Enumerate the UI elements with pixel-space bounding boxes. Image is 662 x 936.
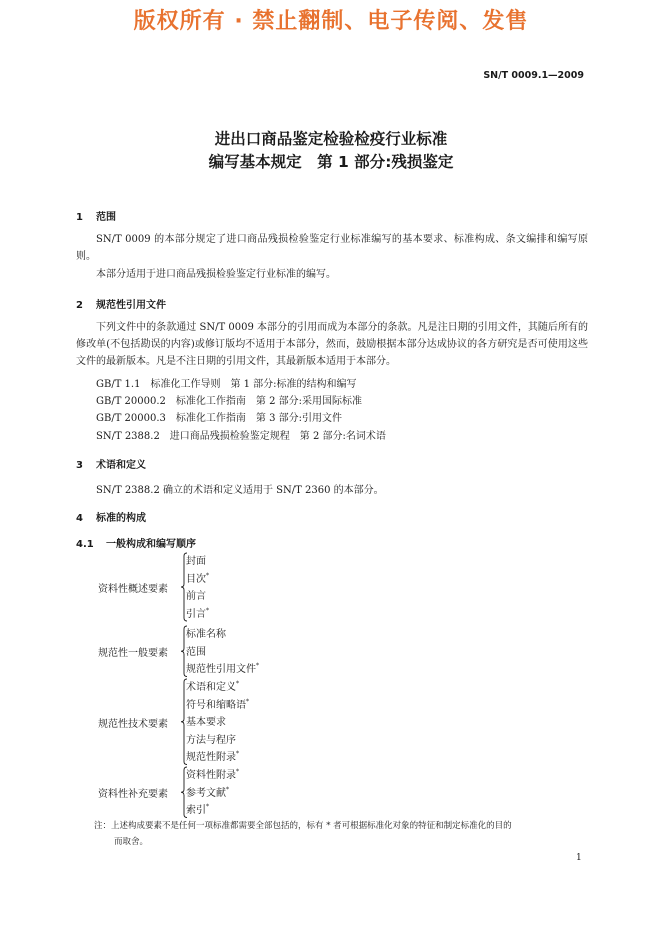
structure-item bbox=[186, 784, 229, 799]
section-number: 1 bbox=[76, 212, 83, 223]
structure-item-label: 基本要求 bbox=[186, 717, 226, 728]
structure-item-label: 索引 bbox=[186, 805, 206, 816]
optional-marker: * bbox=[236, 750, 239, 758]
section-title: 范围 bbox=[96, 212, 116, 223]
structure-group-name: 规范性技术要素 bbox=[98, 718, 168, 730]
subsection-number: 4.1 bbox=[76, 539, 94, 550]
optional-marker: * bbox=[236, 768, 239, 776]
reference-item: SN/T 2388.2 进口商品残损检验鉴定规程 第 2 部分:名词术语 bbox=[96, 431, 386, 442]
note-line-2: 而取舍。 bbox=[114, 837, 149, 847]
structure-item-label: 目次 bbox=[186, 573, 206, 585]
section-4-heading bbox=[76, 509, 146, 524]
structure-item bbox=[186, 748, 239, 763]
structure-item-label: 引言 bbox=[186, 608, 206, 620]
structure-item bbox=[186, 625, 226, 640]
structure-item bbox=[186, 731, 236, 746]
standard-number: SN/T 0009.1—2009 bbox=[483, 70, 584, 81]
structure-item-label: 参考文献 bbox=[186, 787, 226, 799]
structure-item bbox=[186, 696, 249, 711]
page-number: 1 bbox=[576, 853, 582, 863]
structure-item bbox=[186, 713, 226, 728]
section-number: 4 bbox=[76, 513, 83, 524]
section-title: 术语和定义 bbox=[96, 460, 146, 471]
reference-item: GB/T 1.1 标准化工作导则 第 1 部分:标准的结构和编写 bbox=[96, 379, 357, 390]
subsection-title: 一般构成和编写顺序 bbox=[106, 539, 196, 550]
subsection-4-1-heading bbox=[76, 535, 196, 550]
structure-item-label: 规范性引用文件 bbox=[186, 664, 256, 675]
section-1-paragraph-1: SN/T 0009 的本部分规定了进口商品残损检验鉴定行业标准编写的基本要求、标准构成、条文编排和编写原则。 bbox=[76, 234, 588, 262]
structure-item bbox=[186, 678, 239, 693]
structure-item bbox=[186, 801, 209, 816]
reference-item: GB/T 20000.2 标准化工作指南 第 2 部分:采用国际标准 bbox=[96, 396, 362, 407]
structure-group-name: 资料性概述要素 bbox=[98, 584, 168, 595]
structure-item-label: 方法与程序 bbox=[186, 734, 236, 746]
structure-note bbox=[94, 818, 590, 850]
section-3-heading bbox=[76, 456, 146, 471]
section-title: 规范性引用文件 bbox=[96, 300, 166, 311]
structure-item bbox=[186, 605, 209, 620]
reference-item: GB/T 20000.3 标准化工作指南 第 3 部分:引用文件 bbox=[96, 413, 342, 424]
section-number: 3 bbox=[76, 460, 83, 471]
structure-item bbox=[186, 660, 259, 675]
structure-item-label: 范围 bbox=[186, 646, 206, 658]
section-2-heading bbox=[76, 296, 166, 311]
optional-marker: * bbox=[206, 572, 209, 580]
structure-item-label: 封面 bbox=[186, 556, 206, 567]
document-title-line-1: 进出口商品鉴定检验检疫行业标准 bbox=[214, 130, 448, 148]
structure-group-name: 规范性一般要素 bbox=[98, 648, 168, 660]
optional-marker: * bbox=[236, 680, 239, 688]
optional-marker: * bbox=[246, 698, 249, 706]
optional-marker: * bbox=[206, 607, 209, 615]
watermark-banner: 版权所有 · 禁止翻制、电子传阅、发售 bbox=[133, 9, 529, 34]
structure-item-label: 规范性附录 bbox=[186, 752, 236, 763]
structure-item-label: 术语和定义 bbox=[186, 682, 236, 693]
structure-item-label: 资料性附录 bbox=[186, 770, 236, 781]
document-title-line-2: 编写基本规定 第 1 部分:残损鉴定 bbox=[208, 153, 454, 171]
optional-marker: * bbox=[206, 803, 209, 811]
structure-item-label: 前言 bbox=[186, 591, 206, 602]
optional-marker: * bbox=[256, 662, 259, 670]
section-1-heading bbox=[76, 208, 116, 223]
structure-item bbox=[186, 766, 239, 781]
optional-marker: * bbox=[226, 786, 229, 794]
structure-item bbox=[186, 587, 206, 602]
structure-item-label: 符号和缩略语 bbox=[186, 699, 246, 711]
section-1-paragraph-2: 本部分适用于进口商品残损检验鉴定行业标准的编写。 bbox=[96, 269, 336, 280]
structure-item-label: 标准名称 bbox=[186, 629, 226, 640]
note-line-1: 注：上述构成要素不是任何一项标准都需要全部包括的，标有 * 者可根据标准化对象的特征和制定标准化的目的 bbox=[94, 821, 512, 831]
structure-item bbox=[186, 570, 209, 585]
section-title: 标准的构成 bbox=[96, 513, 146, 524]
structure-item bbox=[186, 643, 206, 658]
structure-group-name: 资料性补充要素 bbox=[98, 789, 168, 801]
section-2-paragraph: 下列文件中的条款通过 SN/T 0009 本部分的引用而成为本部分的条款。凡是注日期的引用文件，其随后所有的修改单(不包括勘误的内容)或修订版均不适用于本部分，然而，鼓励根据本部分达成协议的各方研究是否可使用这些文件的最新版本。凡是不注日期的引用文件，其最新版本适用于本部分。 bbox=[76, 322, 588, 367]
structure-item bbox=[186, 552, 206, 567]
section-number: 2 bbox=[76, 300, 83, 311]
section-3-paragraph: SN/T 2388.2 确立的术语和定义适用于 SN/T 2360 的本部分。 bbox=[96, 485, 384, 496]
